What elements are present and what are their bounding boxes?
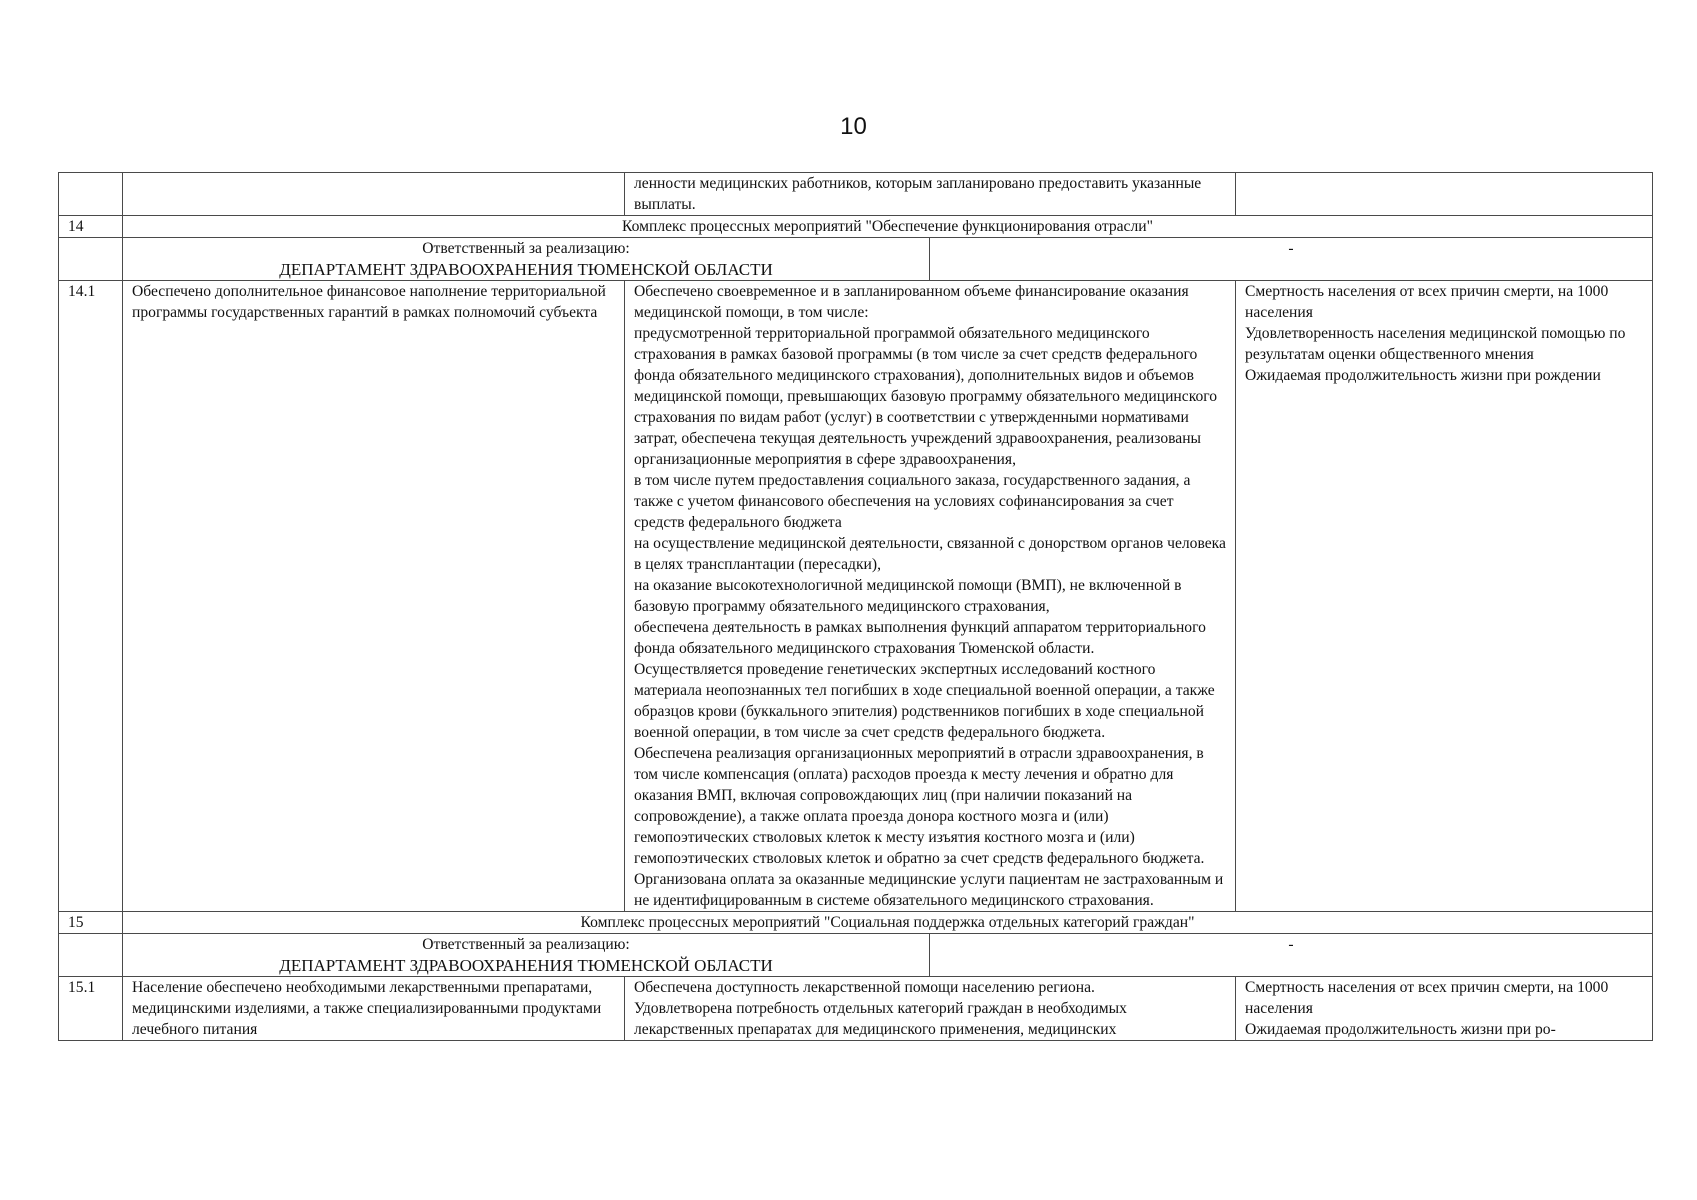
responsible-label: Ответственный за реализацию: xyxy=(422,240,630,257)
responsible-row xyxy=(59,934,1653,977)
cell-number xyxy=(59,934,123,977)
result-paragraph: Обеспечено своевременное и в запланированном объеме финансирование оказания медицинской помощи, в том числе: xyxy=(634,283,1189,321)
indicator-item: Ожидаемая продолжительность жизни при рождении xyxy=(1245,367,1601,384)
cell-task xyxy=(123,173,625,216)
result-paragraph: в том числе путем предоставления социального заказа, государственного задания, а также с учетом финансового обеспечения на условиях софинансирования за счет средств федерального бюджета xyxy=(634,472,1191,531)
page-number: 10 xyxy=(840,113,867,140)
section-title: Комплекс процессных мероприятий "Социальная поддержка отдельных категорий граждан" xyxy=(123,912,1653,934)
responsible-row xyxy=(59,238,1653,281)
section-header-row xyxy=(59,912,1653,934)
section-number: 14 xyxy=(59,216,123,238)
indicator-item: Смертность населения от всех причин смерти, на 1000 населения xyxy=(1245,979,1609,1017)
table-row-continuation xyxy=(59,173,1653,216)
task-text: Обеспечено дополнительное финансовое наполнение территориальной программы государственных гарантий в рамках полномочий субъекта xyxy=(123,281,625,912)
table-row-task xyxy=(59,281,1653,912)
result-paragraph: обеспечена деятельность в рамках выполнения функций аппаратом территориального фонда обязательного медицинского страхования Тюменской области. xyxy=(634,619,1206,657)
result-paragraph: Обеспечена доступность лекарственной помощи населению региона. xyxy=(634,979,1095,996)
cell-number xyxy=(59,238,123,281)
table-row-task xyxy=(59,977,1653,1041)
indicators-cell xyxy=(1236,281,1653,912)
result-paragraph: Организована оплата за оказанные медицинские услуги пациентам не застрахованным и не идентифицированным в системе обязательного медицинского страхования. xyxy=(634,871,1224,909)
section-number: 15 xyxy=(59,912,123,934)
cell-indicators xyxy=(1236,173,1653,216)
responsible-dash: - xyxy=(930,238,1653,281)
program-table xyxy=(58,172,1653,1041)
indicator-item: Удовлетворенность населения медицинской помощью по результатам оценки общественного мнения xyxy=(1245,325,1626,363)
task-number: 15.1 xyxy=(59,977,123,1041)
result-paragraph: предусмотренной территориальной программой обязательного медицинского страхования в рамках базовой программы (в том числе за счет средств федерального фонда обязательного медицинского страхования), дополнительных видов и объемов медицинской помощи, превышающих базовую программу обязательного медицинского страхования по видам работ (услуг) в соответствии с утвержденными нормативами затрат, обеспечена текущая деятельность учреждений здравоохранения, реализованы организационные мероприятия в сфере здравоохранения, xyxy=(634,325,1218,468)
result-paragraph: Удовлетворена потребность отдельных категорий граждан в необходимых лекарственных препаратах для медицинского применения, медицинских xyxy=(634,1000,1127,1038)
responsible-department: ДЕПАРТАМЕНТ ЗДРАВООХРАНЕНИЯ ТЮМЕНСКОЙ ОБЛАСТИ xyxy=(279,260,773,279)
indicator-item: Ожидаемая продолжительность жизни при ро- xyxy=(1245,1021,1556,1038)
result-cell xyxy=(625,281,1236,912)
indicator-item: Смертность населения от всех причин смерти, на 1000 населения xyxy=(1245,283,1609,321)
task-number: 14.1 xyxy=(59,281,123,912)
cell-result: ленности медицинских работников, которым запланировано предоставить указанные выплаты. xyxy=(625,173,1236,216)
section-header-row xyxy=(59,216,1653,238)
task-text: Население обеспечено необходимыми лекарственными препаратами, медицинскими изделиями, а также специализированными продуктами лечебного питания xyxy=(123,977,625,1041)
responsible-cell xyxy=(123,934,930,977)
result-paragraph: Осуществляется проведение генетических экспертных исследований костного материала неопознанных тел погибших в ходе специальной военной операции, а также образцов крови (буккального эпителия) родственников погибших в ходе специальной военной операции, в том числе за счет средств федерального бюджета. xyxy=(634,661,1215,741)
result-paragraph: Обеспечена реализация организационных мероприятий в отрасли здравоохранения, в том числе компенсация (оплата) расходов проезда к месту лечения и обратно для оказания ВМП, включая сопровождающих лиц (при наличии показаний на сопровождение), а также оплата проезда донора костного мозга и (или) гемопоэтических стволовых клеток к месту изъятия костного мозга и (или) гемопоэтических стволовых клеток и обратно за счет средств федерального бюджета. xyxy=(634,745,1205,867)
responsible-label: Ответственный за реализацию: xyxy=(422,936,630,953)
result-paragraph: на осуществление медицинской деятельности, связанной с донорством органов человека в целях трансплантации (пересадки), xyxy=(634,535,1226,573)
responsible-dash: - xyxy=(930,934,1653,977)
cell-number xyxy=(59,173,123,216)
section-title: Комплекс процессных мероприятий "Обеспечение функционирования отрасли" xyxy=(123,216,1653,238)
responsible-cell xyxy=(123,238,930,281)
result-paragraph: на оказание высокотехнологичной медицинской помощи (ВМП), не включенной в базовую программу обязательного медицинского страхования, xyxy=(634,577,1182,615)
result-cell xyxy=(625,977,1236,1041)
responsible-department: ДЕПАРТАМЕНТ ЗДРАВООХРАНЕНИЯ ТЮМЕНСКОЙ ОБЛАСТИ xyxy=(279,956,773,975)
indicators-cell xyxy=(1236,977,1653,1041)
